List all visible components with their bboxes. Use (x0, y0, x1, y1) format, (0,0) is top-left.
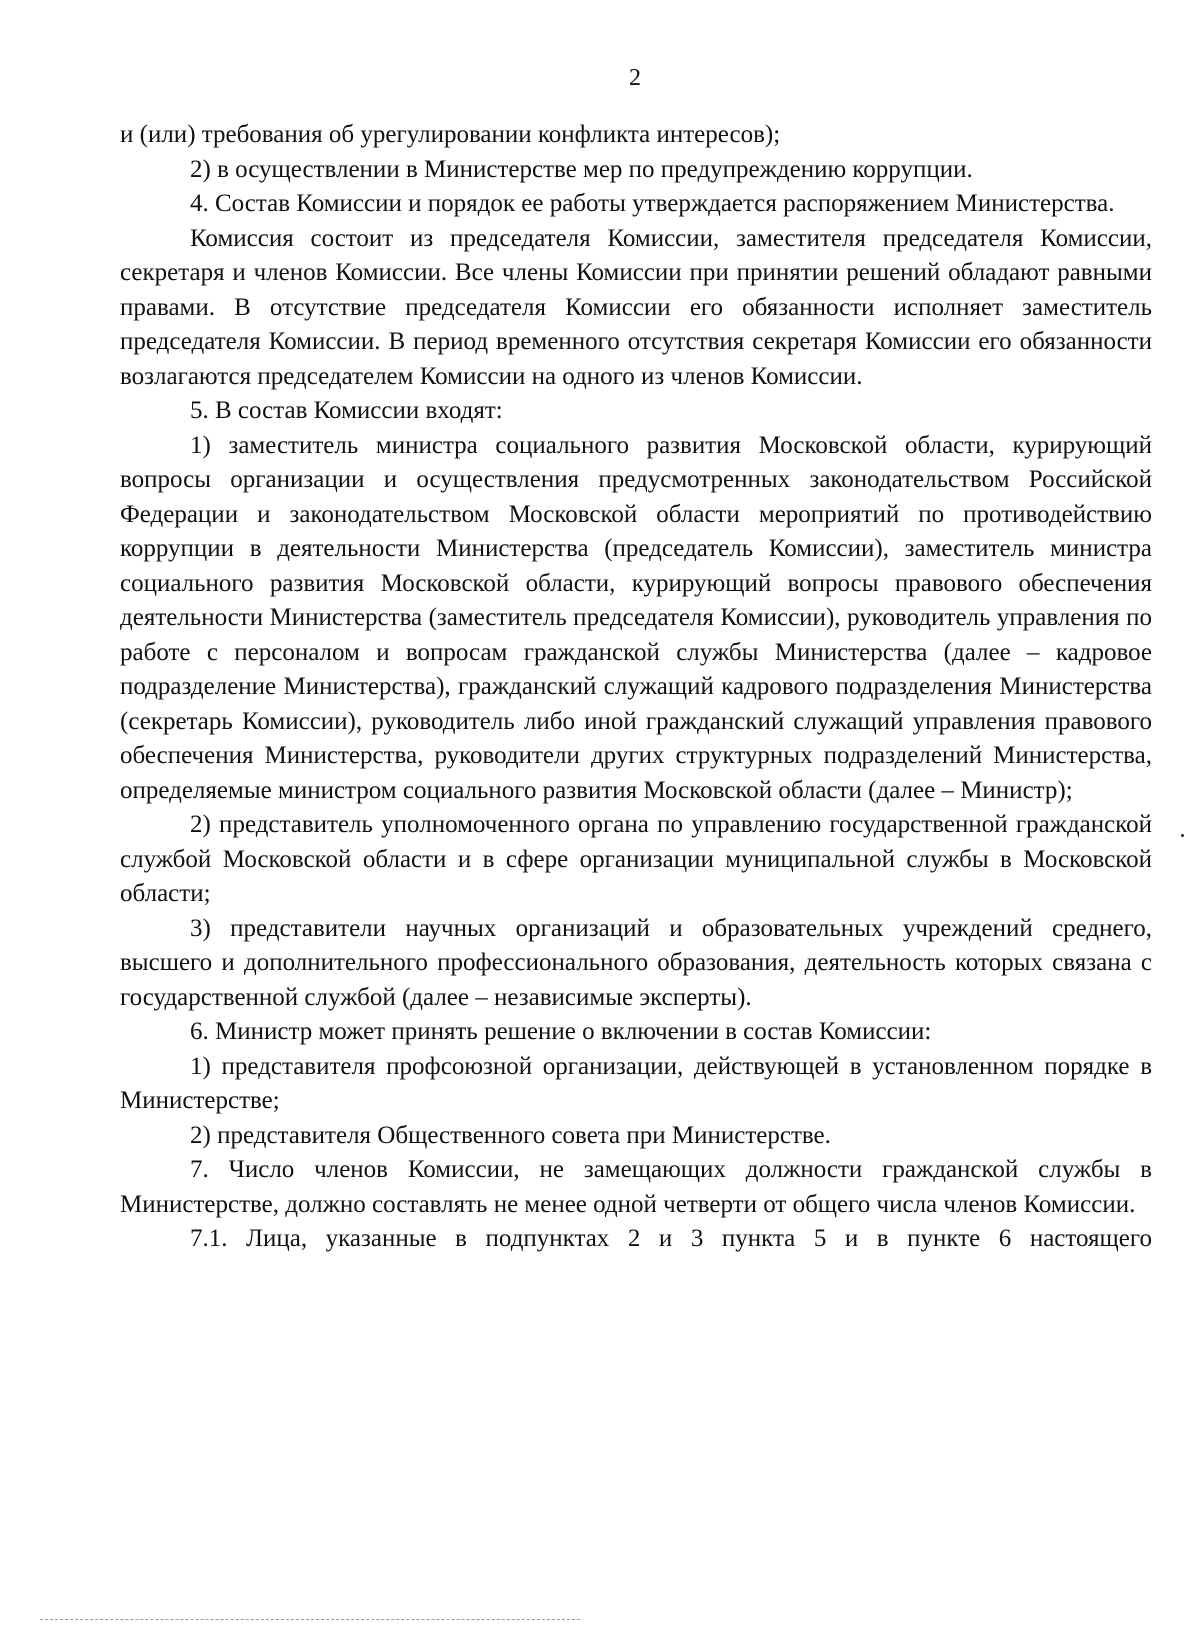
paragraph-section-4: 4. Состав Комиссии и порядок ее работы утверждается распоряжением Министерства. (190, 190, 1115, 217)
paragraph-section-7: 7. Число членов Комиссии, не замещающих должности гражданской службы в Министерстве, должно составлять не менее одной четверти от общего числа членов Комиссии. (120, 1156, 1152, 1218)
paragraph-section-7-1: 7.1. Лица, указанные в подпунктах 2 и 3 пункта 5 и в пункте 6 настоящего (190, 1225, 1152, 1252)
paragraph-section-5-item-1: 1) заместитель министра социального развития Московской области, курирующий вопросы организации и осуществления предусмотренных законодательством Российской Федерации и законодательством Московской области мероприятий по противодействию коррупции в деятельности Министерства (председатель Комиссии), заместитель министра социального развития Московской области, курирующий вопросы правового обеспечения деятельности Министерства (заместитель председателя Комиссии), руководитель управления по работе с персоналом и вопросам гражданской службы Министерства (далее – кадровое подразделение Министерства), гражданский служащий кадрового подразделения Министерства (секретарь Комиссии), руководитель либо иной гражданский служащий управления правового обеспечения Министерства, руководители других структурных подразделений Министерства, определяемые министром социального развития Московской области (далее – Министр); (120, 431, 1152, 804)
paragraph-section-5-item-2: 2) представитель уполномоченного органа по управлению государственной гражданской службой Московской области и в сфере организации муниципальной службы в Московской области; (120, 811, 1152, 907)
scan-speck (1181, 834, 1184, 837)
page-number: 2 (629, 65, 641, 91)
scan-edge-line (40, 1619, 580, 1620)
paragraph-section-6-item-2: 2) представителя Общественного совета при Министерстве. (190, 1121, 831, 1149)
document-body (120, 118, 1152, 1257)
paragraph-continuation: и (или) требования об урегулировании конфликта интересов); (120, 121, 781, 148)
paragraph-item-2-prevention: 2) в осуществлении в Министерстве мер по предупреждению коррупции. (190, 155, 973, 183)
paragraph-section-5-item-3: 3) представители научных организаций и образовательных учреждений среднего, высшего и дополнительного профессионального образования, деятельность которых связана с государственной службой (далее – независимые эксперты). (120, 914, 1152, 1011)
paragraph-section-6-item-1: 1) представителя профсоюзной организации, действующей в установленном порядке в Министерстве; (120, 1052, 1152, 1114)
paragraph-section-6: 6. Министр может принять решение о включении в состав Комиссии: (190, 1018, 932, 1045)
paragraph-commission-composition: Комиссия состоит из председателя Комиссии, заместителя председателя Комиссии, секретаря и членов Комиссии. Все члены Комиссии при принятии решений обладают равными правами. В отсутствие председателя Комиссии его обязанности исполняет заместитель председателя Комиссии. В период временного отсутствия секретаря Комиссии его обязанности возлагаются председателем Комиссии на одного из членов Комиссии. (120, 224, 1152, 390)
paragraph-section-5: 5. В состав Комиссии входят: (190, 397, 503, 424)
